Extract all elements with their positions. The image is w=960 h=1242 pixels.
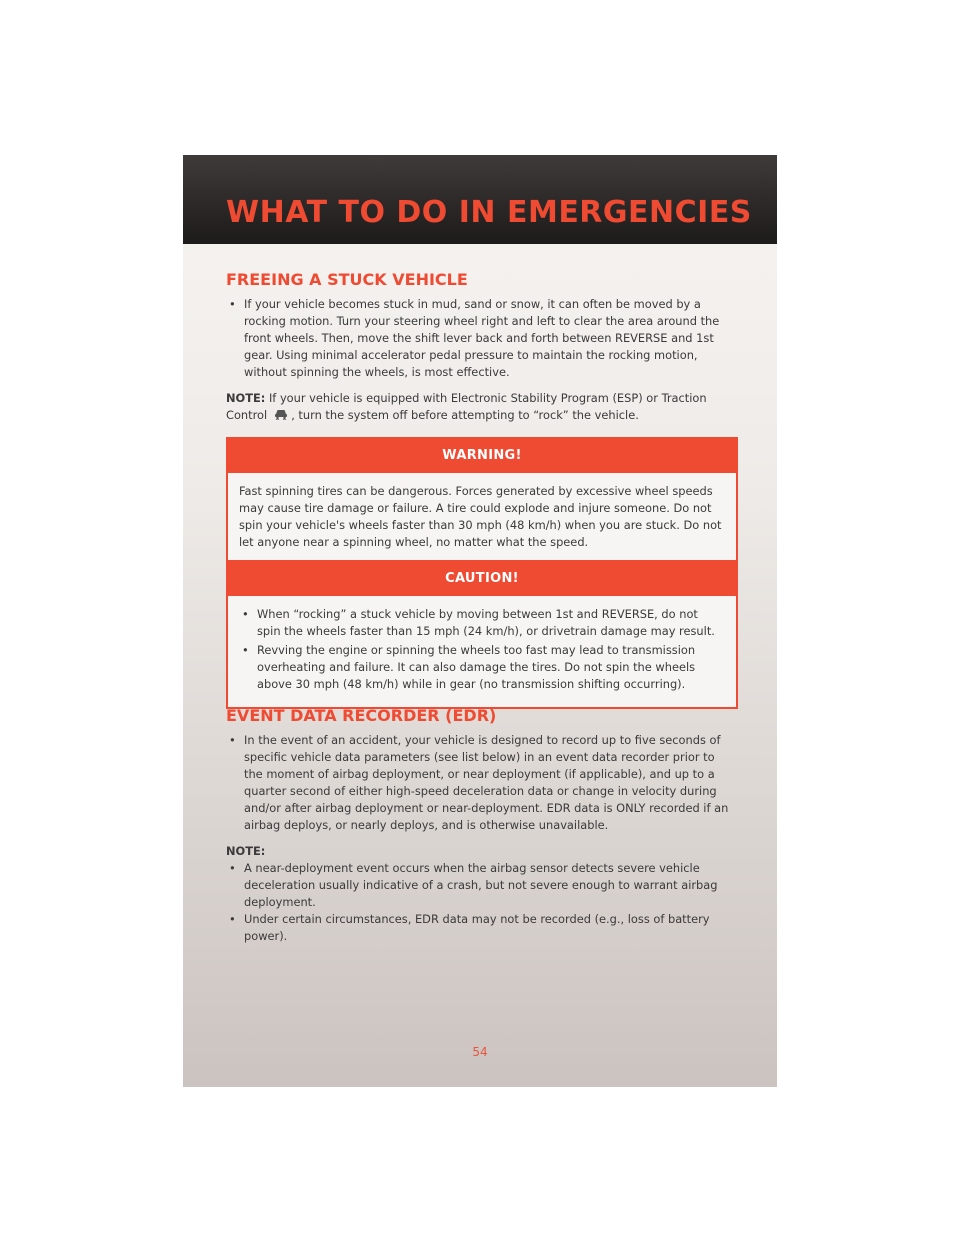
page-number: 54 — [472, 1045, 488, 1059]
edr-text — [226, 732, 736, 945]
edr-bullet: • In the event of an accident, your vehicle is designed to record up to five seconds of specific vehicle data parameters (see list below) in an event data recorder prior to the moment of airbag deployment, or near deployment (if applicable), and up to a quarter second of either high-speed deceleration data or change in velocity during and/or after airbag deployment or near-deployment. EDR data is ONLY recorded if an airbag deploys, or nearly deploys, and is otherwise unavailable. — [226, 732, 736, 834]
edr-note-item: • A near-deployment event occurs when the airbag sensor detects severe vehicle deceleration usually indicative of a crash, but not severe enough to warrant airbag deployment. — [226, 860, 736, 911]
note-text-a: If your vehicle is equipped with Electronic Stability Program (ESP) or Traction Control — [226, 391, 707, 422]
edr-note-item: • Under certain circumstances, EDR data may not be recorded (e.g., loss of battery power). — [226, 911, 736, 945]
caution-item: • When “rocking” a stuck vehicle by moving between 1st and REVERSE, do not spin the wheels faster than 15 mph (24 km/h), or drivetrain damage may result. — [239, 606, 725, 640]
page-title: WHAT TO DO IN EMERGENCIES — [226, 195, 752, 230]
caution-title: CAUTION! — [228, 562, 736, 596]
caution-body — [228, 596, 736, 707]
stuck-vehicle-note — [226, 390, 736, 424]
manual-page — [183, 155, 777, 1087]
note-text-b: , turn the system off before attempting to “rock” the vehicle. — [291, 408, 639, 422]
warning-box — [226, 437, 738, 565]
warning-text: Fast spinning tires can be dangerous. Forces generated by excessive wheel speeds may cause tire damage or failure. A tire could explode and injure someone. Do not spin your vehicle's wheels faster than 30 mph (48 km/h) when you are stuck. Do not let anyone near a spinning wheel, no matter what the speed. — [239, 484, 722, 549]
page-header — [183, 155, 777, 244]
note-label: NOTE: — [226, 391, 266, 405]
warning-body — [228, 473, 736, 563]
section-title-edr: EVENT DATA RECORDER (EDR) — [226, 706, 497, 725]
edr-note-label: NOTE: — [226, 844, 266, 858]
warning-title: WARNING! — [228, 439, 736, 473]
caution-item: • Revving the engine or spinning the wheels too fast may lead to transmission overheating and failure. It can also damage the tires. Do not spin the wheels above 30 mph (48 km/h) while in gear (no transmission shifting occurring). — [239, 642, 725, 693]
stuck-vehicle-text — [226, 296, 736, 424]
caution-box — [226, 560, 738, 709]
stuck-vehicle-bullet: • If your vehicle becomes stuck in mud, sand or snow, it can often be moved by a rocking motion. Turn your steering wheel right and left to clear the area around the front wheels. Then, move the shift lever back and forth between REVERSE and 1st gear. Using minimal accelerator pedal pressure to maintain the rocking motion, without spinning the wheels, is most effective. — [226, 296, 736, 381]
traction-control-icon — [273, 407, 289, 421]
section-title-stuck-vehicle: FREEING A STUCK VEHICLE — [226, 270, 468, 289]
